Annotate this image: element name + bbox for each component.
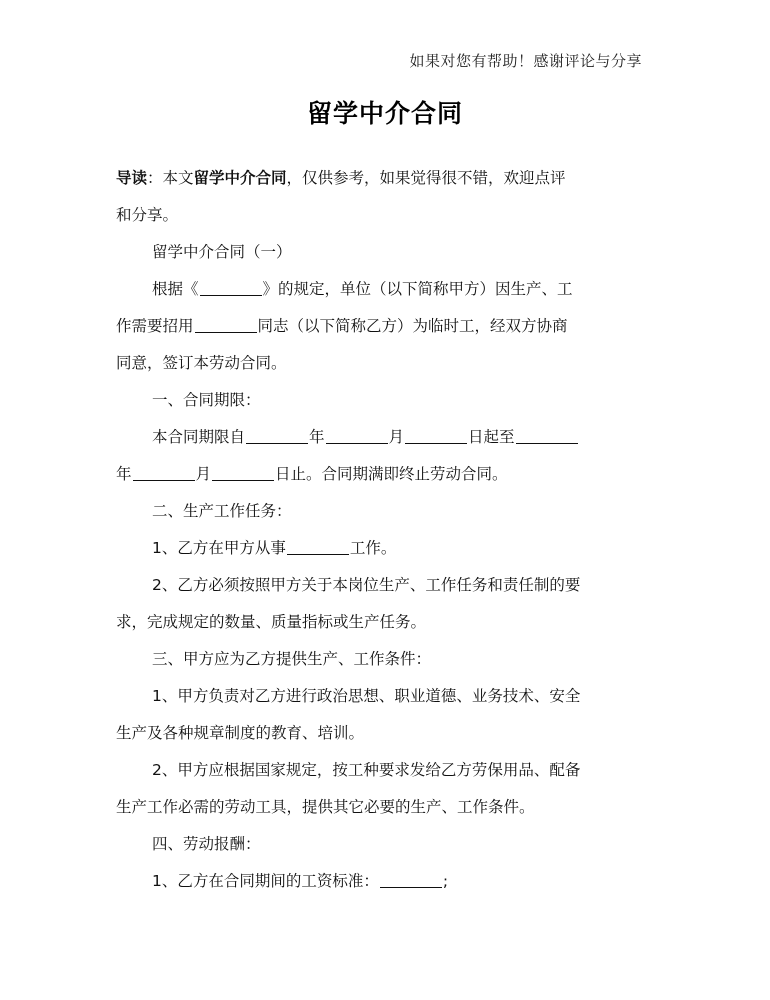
term-line-2	[116, 462, 646, 486]
term-line-1	[152, 425, 646, 449]
fill-blank	[287, 538, 349, 555]
fill-blank	[405, 427, 467, 444]
text: 1、乙方在合同期间的工资标准：	[152, 872, 379, 890]
document-title: 留学中介合同	[306, 99, 463, 128]
intro-rest: ，仅供参考，如果觉得很不错，欢迎点评	[286, 169, 566, 187]
header-note: 如果对您有帮助！感谢评论与分享	[409, 52, 642, 70]
text: ;	[442, 872, 449, 890]
fill-blank	[326, 427, 388, 444]
para1-line-3: 同意，签订本劳动合同。	[116, 354, 287, 372]
para1-line-2	[116, 314, 646, 338]
task2-line-2: 求，完成规定的数量、质量指标或生产任务。	[116, 613, 427, 631]
text: 》的规定，单位（以下简称甲方）因生产、工	[262, 280, 573, 298]
cond1-line-1: 1、甲方负责对乙方进行政治思想、职业道德、业务技术、安全	[152, 687, 581, 705]
text: 日起至	[468, 428, 515, 446]
cond1-line-2: 生产及各种规章制度的教育、培训。	[116, 724, 365, 742]
fill-blank	[212, 464, 274, 481]
intro-line-1	[116, 166, 646, 190]
heading-2: 二、生产工作任务：	[152, 502, 292, 520]
task2-line-1: 2、乙方必须按照甲方关于本岗位生产、工作任务和责任制的要	[152, 576, 581, 594]
heading-1: 一、合同期限：	[152, 391, 261, 409]
text: 根据《	[152, 280, 199, 298]
fill-blank	[200, 279, 262, 296]
intro-text: ：本文	[147, 169, 194, 187]
text: 年	[116, 465, 132, 483]
text: 日止。合同期满即终止劳动合同。	[275, 465, 508, 483]
cond2-line-2: 生产工作必需的劳动工具，提供其它必要的生产、工作条件。	[116, 798, 535, 816]
section-heading: 留学中介合同（一）	[152, 243, 292, 261]
fill-blank	[133, 464, 195, 481]
intro-line-2: 和分享。	[116, 206, 179, 224]
text: 本合同期限自	[152, 428, 246, 446]
fill-blank	[380, 871, 442, 888]
heading-4: 四、劳动报酬：	[152, 835, 261, 853]
cond2-line-1: 2、甲方应根据国家规定，按工种要求发给乙方劳保用品、配备	[152, 761, 581, 779]
heading-3: 三、甲方应为乙方提供生产、工作条件：	[152, 650, 432, 668]
fill-blank	[195, 316, 257, 333]
para1-line-1	[152, 277, 646, 301]
text: 1、乙方在甲方从事	[152, 539, 286, 557]
text: 作需要招用	[116, 317, 194, 335]
fill-blank	[516, 427, 578, 444]
text: 年	[309, 428, 325, 446]
text: 月	[195, 465, 212, 483]
text: 月	[388, 428, 405, 446]
text: 同志（以下简称乙方）为临时工，经双方协商	[257, 317, 568, 335]
text: 工作。	[349, 539, 397, 557]
intro-bold-title: 留学中介合同	[193, 169, 287, 187]
intro-label: 导读	[116, 169, 148, 187]
fill-blank	[246, 427, 308, 444]
task1-line	[152, 536, 646, 560]
pay1-line	[152, 869, 646, 893]
